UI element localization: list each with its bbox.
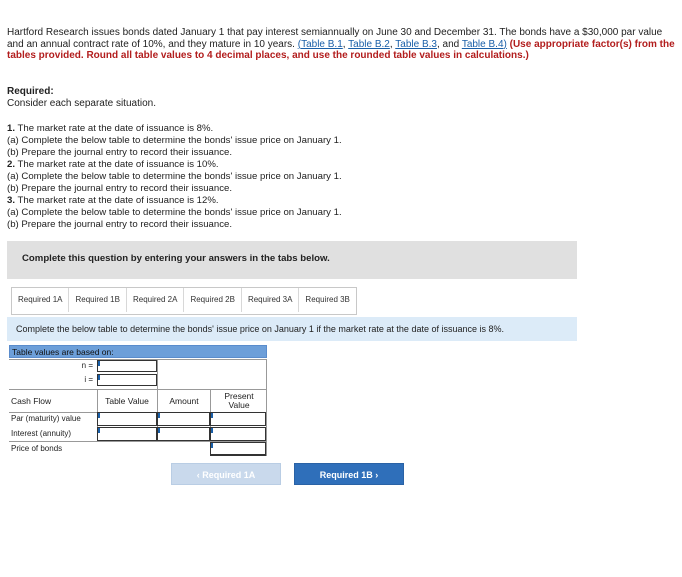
tab-required-3a[interactable]: Required 3A (242, 288, 299, 312)
step-line: (b) Prepare the journal entry to record their issuance. (7, 219, 233, 230)
step-line: (b) Prepare the journal entry to record their issuance. (7, 183, 233, 194)
required-section (7, 86, 156, 109)
intro-text: Hartford Research issues bonds dated January 1 that pay interest semiannually on June 30 and December 31. The bonds have a $30,000 par value and an annual contract rate of 10%, and they mature in 10 years. (7, 27, 663, 50)
n-input[interactable] (97, 360, 157, 372)
table-values-header: Table values are based on: (9, 345, 267, 358)
chevron-left-icon: ‹ (196, 470, 203, 480)
col-amount: Amount (169, 395, 199, 406)
step-line: 1. The market rate at the date of issuance is 8%. (7, 123, 214, 134)
par-table-value-input[interactable] (97, 412, 157, 426)
tab-required-2a[interactable]: Required 2A (127, 288, 184, 312)
tab-bar (11, 287, 357, 315)
table-header-row (9, 389, 267, 413)
step-line: 2. The market rate at the date of issuance is 10%. (7, 159, 219, 170)
tab-required-1b[interactable]: Required 1B (69, 288, 126, 312)
i-input[interactable] (97, 374, 157, 386)
row-interest-label: Interest (annuity) (11, 429, 72, 438)
step-line: (a) Complete the below table to determine the bonds' issue price on January 1. (7, 135, 342, 146)
required-heading: Required: (7, 86, 54, 97)
row-par-label: Par (maturity) value (11, 414, 81, 423)
par-amount-input[interactable] (157, 412, 210, 426)
price-present-value-input[interactable] (210, 442, 266, 456)
table-b3-link[interactable]: Table B.3 (395, 38, 437, 50)
step-line: (a) Complete the below table to determine the bonds' issue price on January 1. (7, 171, 342, 182)
steps-list (7, 123, 342, 231)
tab-required-3b[interactable]: Required 3B (299, 288, 355, 312)
col-table-value: Table Value (105, 395, 149, 406)
tab-required-1a[interactable]: Required 1A (12, 288, 69, 312)
rounding-instruction: (Use appropriate factor(s) from the tables provided. Round all table values to 4 decimal places, and use the rounded table values in calculations.) (7, 38, 675, 61)
table-b1-link[interactable]: (Table B.1 (297, 38, 343, 50)
next-button[interactable]: Required 1B › (294, 463, 404, 485)
tab-instruction: Complete the below table to determine the bonds' issue price on January 1 if the market rate at the date of issuance is 8%. (7, 317, 577, 341)
interest-amount-input[interactable] (157, 427, 210, 441)
n-label: n = (81, 361, 93, 370)
chevron-right-icon: › (372, 470, 379, 480)
table-b2-link[interactable]: Table B.2 (348, 38, 390, 50)
i-label: i = (84, 375, 93, 384)
col-cash-flow: Cash Flow (11, 395, 52, 406)
required-subtext: Consider each separate situation. (7, 97, 156, 109)
interest-present-value-input[interactable] (210, 427, 266, 441)
table-b4-link[interactable]: Table B.4) (461, 38, 507, 50)
col-present-value: Present Value (224, 391, 254, 410)
interest-table-value-input[interactable] (97, 427, 157, 441)
step-line: (b) Prepare the journal entry to record their issuance. (7, 147, 233, 158)
complete-banner (7, 241, 577, 279)
prev-button[interactable]: ‹ Required 1A (171, 463, 281, 485)
par-present-value-input[interactable] (210, 412, 266, 426)
problem-intro: Hartford Research issues bonds dated January 1 that pay interest semiannually on June 30 and December 31. The bonds have a $30,000 par value and an annual contract rate of 10%, and they mature in 10 years. (Table B.1, Table B.2, Table B.3, and Table B.4) (Use appropriate factor(s) from the tables provided. Round all table values to 4 decimal places, and use the rounded table values in calculations.) (7, 27, 675, 61)
step-line: 3. The market rate at the date of issuance is 12%. (7, 195, 219, 206)
row-price-label: Price of bonds (11, 444, 63, 453)
tab-required-2b[interactable]: Required 2B (184, 288, 241, 312)
step-line: (a) Complete the below table to determine the bonds' issue price on January 1. (7, 207, 342, 218)
banner-text: Complete this question by entering your answers in the tabs below. (22, 253, 330, 264)
